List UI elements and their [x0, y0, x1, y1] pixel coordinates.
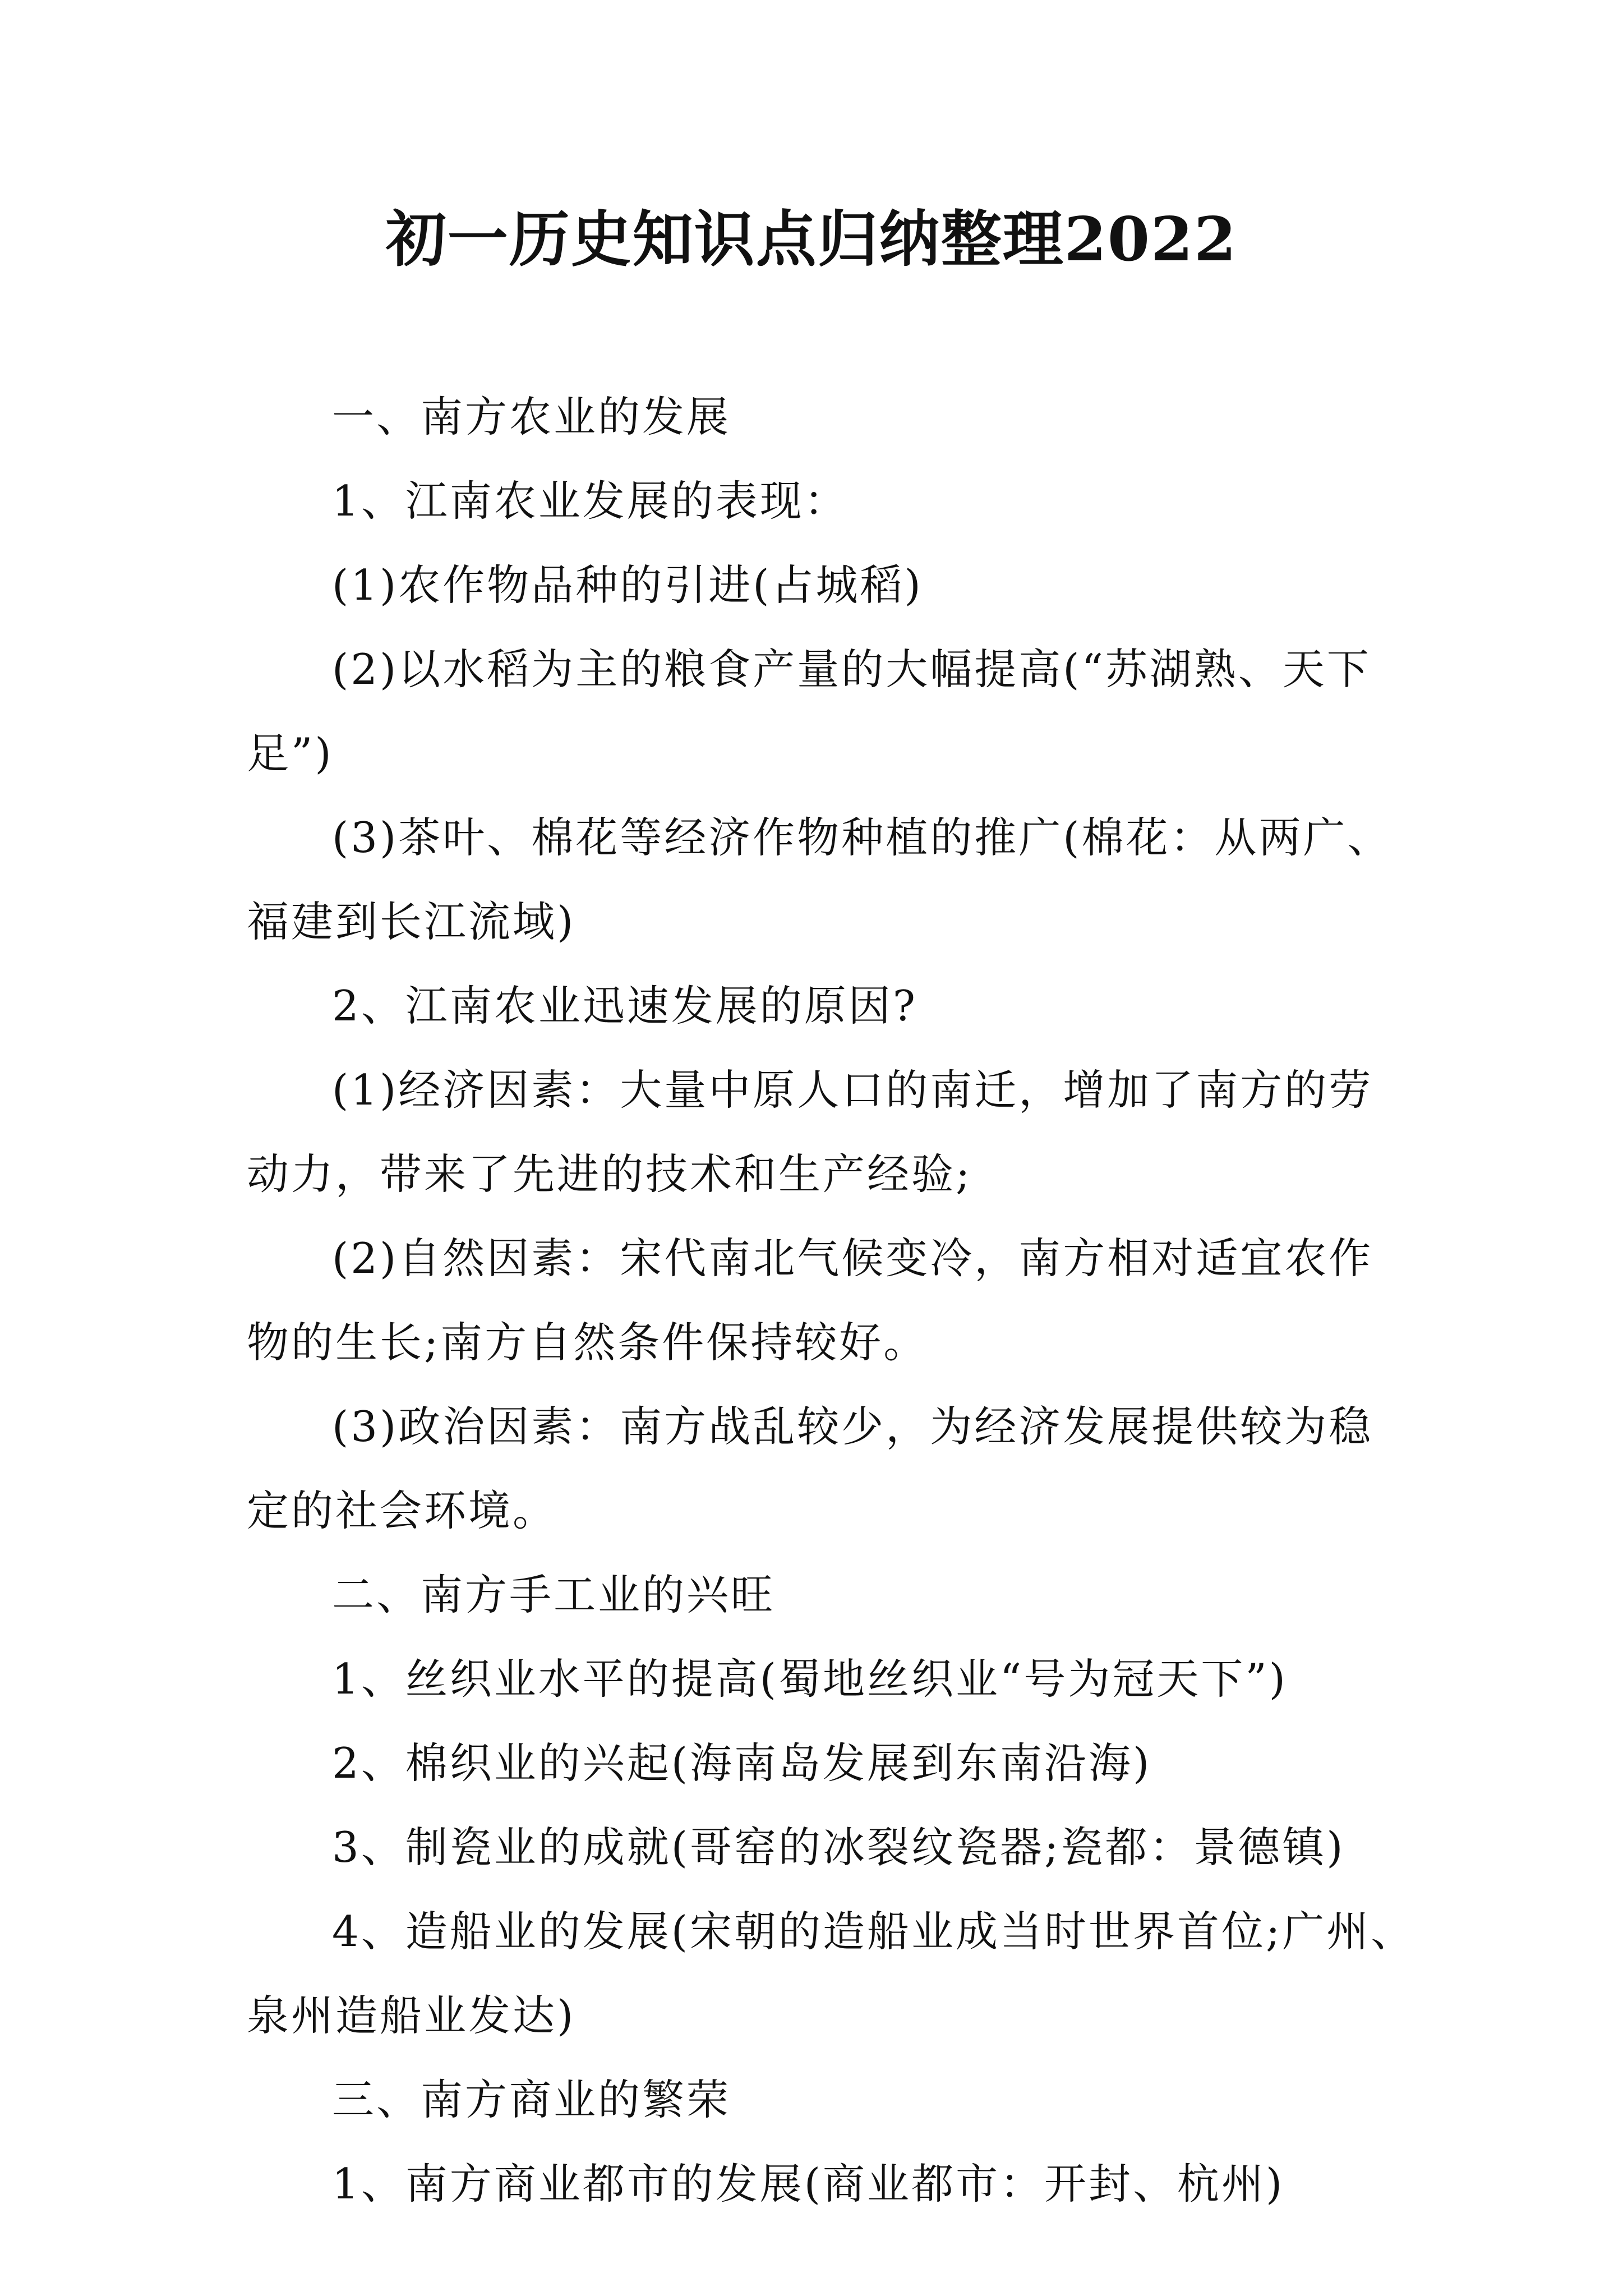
- paragraph-line: (3)政治因素：南方战乱较少，为经济发展提供较为稳: [332, 1402, 1373, 1451]
- section-heading: 二、南方手工业的兴旺: [332, 1570, 776, 1619]
- paragraph-line: 3、制瓷业的成就(哥窑的冰裂纹瓷器;瓷都：景德镇): [332, 1823, 1345, 1872]
- paragraph-line: 1、南方商业都市的发展(商业都市：开封、杭州): [332, 2159, 1285, 2208]
- paragraph-continuation: 定的社会环境。: [247, 1486, 557, 1535]
- paragraph-continuation: 物的生长;南方自然条件保持较好。: [247, 1318, 928, 1367]
- paragraph-line: (2)自然因素：宋代南北气候变冷，南方相对适宜农作: [332, 1234, 1373, 1283]
- paragraph-continuation: 福建到长江流域): [247, 897, 576, 946]
- paragraph-line: (1)经济因素：大量中原人口的南迁，增加了南方的劳: [332, 1065, 1373, 1115]
- paragraph-line: 1、丝织业水平的提高(蜀地丝织业“号为冠天下”): [332, 1654, 1288, 1704]
- paragraph-continuation: 足”): [247, 729, 334, 778]
- paragraph-continuation: 泉州造船业发达): [247, 1991, 576, 2040]
- section-heading: 一、南方农业的发展: [332, 392, 731, 441]
- paragraph-continuation: 动力，带来了先进的技术和生产经验;: [247, 1149, 972, 1199]
- paragraph-line: 4、造船业的发展(宋朝的造船业成当时世界首位;广州、: [332, 1907, 1415, 1956]
- section-heading: 三、南方商业的繁荣: [332, 2075, 731, 2124]
- document-title: 初一历史知识点归纳整理2022: [385, 204, 1238, 275]
- subheading: 1、江南农业发展的表现：: [332, 476, 849, 526]
- paragraph-line: (2)以水稻为主的粮食产量的大幅提高(“苏湖熟、天下: [332, 645, 1371, 694]
- paragraph-line: (1)农作物品种的引进(占城稻): [332, 560, 923, 610]
- document-body: [247, 375, 1415, 2226]
- paragraph-line: (3)茶叶、棉花等经济作物种植的推广(棉花：从两广、: [332, 813, 1392, 862]
- subheading: 2、江南农业迅速发展的原因?: [332, 981, 917, 1030]
- paragraph-line: 2、棉织业的兴起(海南岛发展到东南沿海): [332, 1738, 1152, 1788]
